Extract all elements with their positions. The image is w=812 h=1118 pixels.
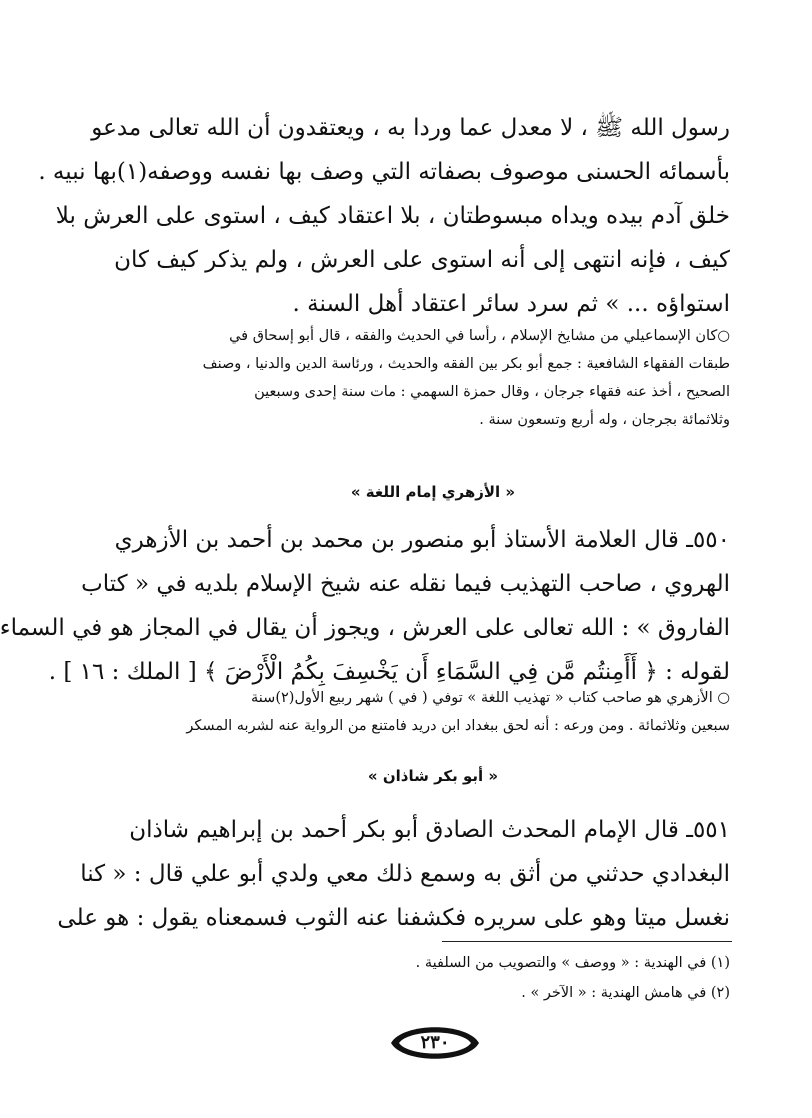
footnote-1: (١) في الهندية : « ووصف » والتصويب من السلفية .: [415, 955, 730, 971]
text-line: استواؤه ... » ثم سرد سائر اعتقاد أهل السنة .: [292, 291, 730, 317]
section-heading-shadhan: « أبو بكر شاذان »: [367, 767, 499, 785]
text-line: ٥٥٠ـ قال العلامة الأستاذ أبو منصور بن محمد بن أحمد بن الأزهري: [114, 527, 730, 553]
text-line: خلق آدم بيده ويداه مبسوطتان ، بلا اعتقاد كيف ، استوى على العرش بلا: [55, 203, 730, 229]
section-heading-azhari: « الأزهري إمام اللغة »: [350, 483, 516, 501]
footnotes: [136, 948, 730, 1008]
text-line: نغسل ميتا وهو على سريره فكشفنا عنه الثوب فسمعناه يقول : هو على: [57, 905, 730, 931]
text-line: لقوله : ﴿ أَأَمِنتُم مَّن فِي السَّمَاءِ أَن يَخْسِفَ بِكُمُ الْأَرْضَ ﴾ [ الملك : ١٦ ] .: [48, 659, 730, 685]
text-line: بأسمائه الحسنى موصوف بصفاته التي وصف بها نفسه ووصفه(١)بها نبيه .: [38, 159, 730, 185]
note-line: وثلاثمائة بجرجان ، وله أربع وتسعون سنة .: [479, 412, 730, 428]
note-line: سبعين وثلاثمائة . ومن ورعه : أنه لحق ببغداد ابن دريد فامتنع من الرواية عنه لشربه المسكر: [186, 718, 730, 734]
note-line: ○ الأزهري هو صاحب كتاب « تهذيب اللغة » توفي ( في ) شهر ربيع الأول(٢)سنة: [251, 690, 730, 706]
page-number-ornament: [387, 1020, 483, 1066]
note-line: الصحيح ، أخذ عنه فقهاء جرجان ، وقال حمزة السهمي : مات سنة إحدى وسبعين: [254, 384, 730, 400]
footnote-2: (٢) في هامش الهندية : « الآخر » .: [521, 985, 730, 1001]
text-line: رسول الله ﷺ ، لا معدل عما وردا به ، ويعتقدون أن الله تعالى مدعو: [91, 115, 730, 141]
text-line: الهروي ، صاحب التهذيب فيما نقله عنه شيخ الإسلام بلديه في « كتاب: [81, 571, 730, 597]
footnote-divider: [442, 941, 732, 942]
text-line: كيف ، فإنه انتهى إلى أنه استوى على العرش ، ولم يذكر كيف كان: [114, 247, 730, 273]
body-paragraph-1: [38, 106, 730, 326]
note-line: ○كان الإسماعيلي من مشايخ الإسلام ، رأسا في الحديث والفقه ، قال أبو إسحاق في: [229, 328, 730, 344]
text-line: ٥٥١ـ قال الإمام المحدث الصادق أبو بكر أحمد بن إبراهيم شاذان: [129, 817, 730, 843]
commentary-note-1: [136, 322, 730, 434]
body-paragraph-3: [57, 808, 730, 940]
text-line: الفاروق » : الله تعالى على العرش ، ويجوز أن يقال في المجاز هو في السماء: [0, 615, 730, 641]
body-paragraph-2: [0, 518, 730, 694]
note-line: طبقات الفقهاء الشافعية : جمع أبو بكر بين الفقه والحديث ، ورئاسة الدين والدنيا ، وصنف: [202, 356, 730, 372]
commentary-note-2: [136, 684, 730, 740]
text-line: البغدادي حدثني من أثق به وسمع ذلك معي ولدي أبو علي قال : « كنا: [80, 861, 730, 887]
page-number: ٢٣٠: [420, 1032, 450, 1053]
